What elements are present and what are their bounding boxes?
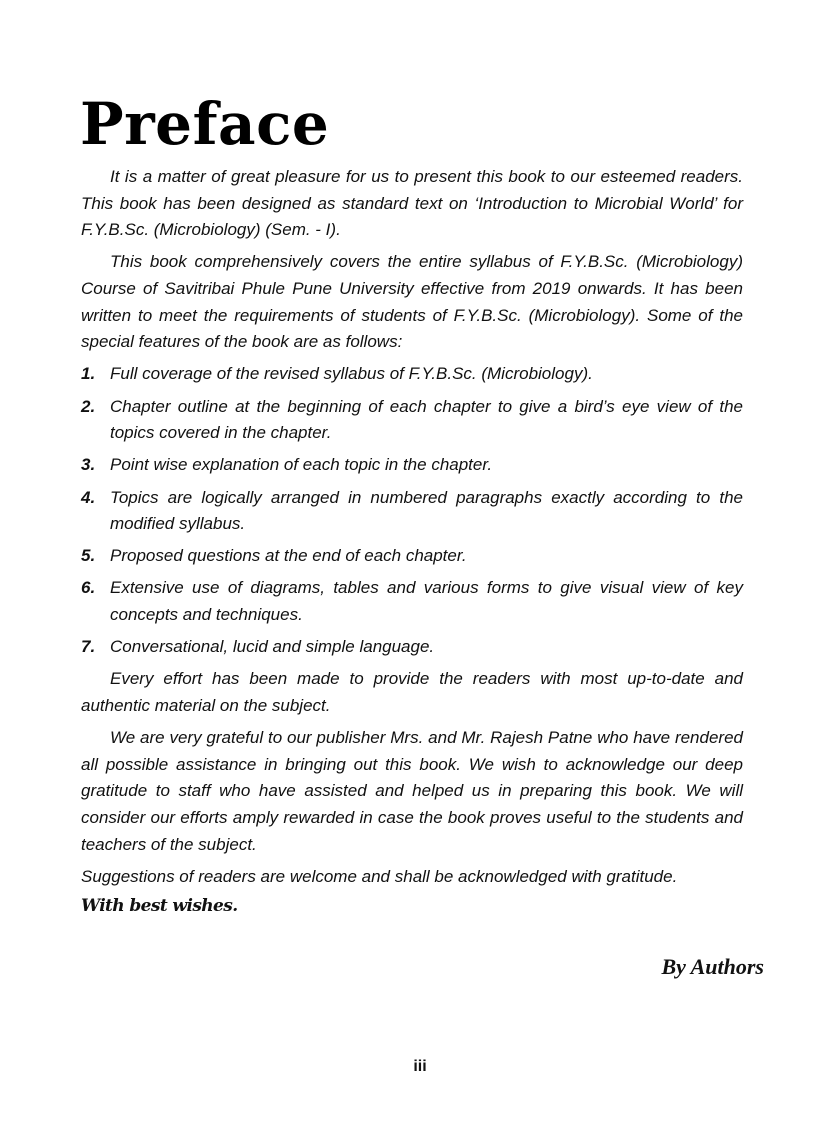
list-item-text: Full coverage of the revised syllabus of F.Y.B.Sc. (Microbiology).	[110, 364, 593, 384]
list-item-number: 2.	[81, 396, 96, 416]
list-item	[81, 543, 743, 570]
suggestions-paragraph: Suggestions of readers are welcome and shall be acknowledged with gratitude.	[81, 866, 678, 886]
coverage-paragraph: This book comprehensively covers the entire syllabus of F.Y.B.Sc. (Microbiology) Course of Savitribai Phule Pune University effective from 2019 onwards. It has been written to meet the requirements of students of F.Y.B.Sc. (Microbiology). Some of the special features of the book are as follows:	[81, 252, 743, 352]
list-item	[81, 361, 743, 388]
list-item-text: Topics are logically arranged in numbered paragraphs exactly according to the modified syllabus.	[110, 487, 743, 534]
list-item	[81, 485, 743, 538]
gratitude-paragraph: We are very grateful to our publisher Mrs. and Mr. Rajesh Patne who have rendered all possible assistance in bringing out this book. We wish to acknowledge our deep gratitude to staff who have assisted and helped us in preparing this book. We will consider our efforts amply rewarded in case the book proves useful to the students and teachers of the subject.	[81, 728, 743, 854]
intro-paragraph: It is a matter of great pleasure for us to present this book to our esteemed readers. This book has been designed as standard text on ‘Introduction to Microbial World’ for F.Y.B.Sc. (Microbiology) (Sem. - I).	[81, 167, 743, 240]
list-item	[81, 394, 743, 447]
preface-body	[81, 164, 743, 896]
list-item-text: Proposed questions at the end of each chapter.	[110, 546, 467, 566]
page-title: Preface	[80, 90, 330, 158]
list-item-text: Extensive use of diagrams, tables and various forms to give visual view of key concepts and techniques.	[110, 578, 743, 625]
list-item-number: 1.	[81, 364, 96, 384]
list-item-text: Chapter outline at the beginning of each chapter to give a bird’s eye view of the topics covered in the chapter.	[110, 396, 743, 443]
list-item-text: Conversational, lucid and simple language.	[110, 637, 435, 657]
list-item	[81, 634, 743, 661]
signature: By Authors	[661, 954, 764, 979]
effort-paragraph: Every effort has been made to provide the readers with most up-to-date and authentic material on the subject.	[81, 669, 743, 716]
list-item-number: 5.	[81, 546, 96, 566]
list-item-number: 6.	[81, 578, 96, 598]
features-list	[81, 361, 743, 661]
list-item-number: 4.	[81, 487, 96, 507]
list-item-number: 7.	[81, 637, 96, 657]
list-item	[81, 452, 743, 479]
list-item-text: Point wise explanation of each topic in the chapter.	[110, 455, 493, 475]
page-number: iii	[413, 1058, 427, 1075]
list-item-number: 3.	[81, 455, 96, 475]
closing-wishes: With best wishes.	[81, 896, 238, 916]
list-item	[81, 575, 743, 628]
